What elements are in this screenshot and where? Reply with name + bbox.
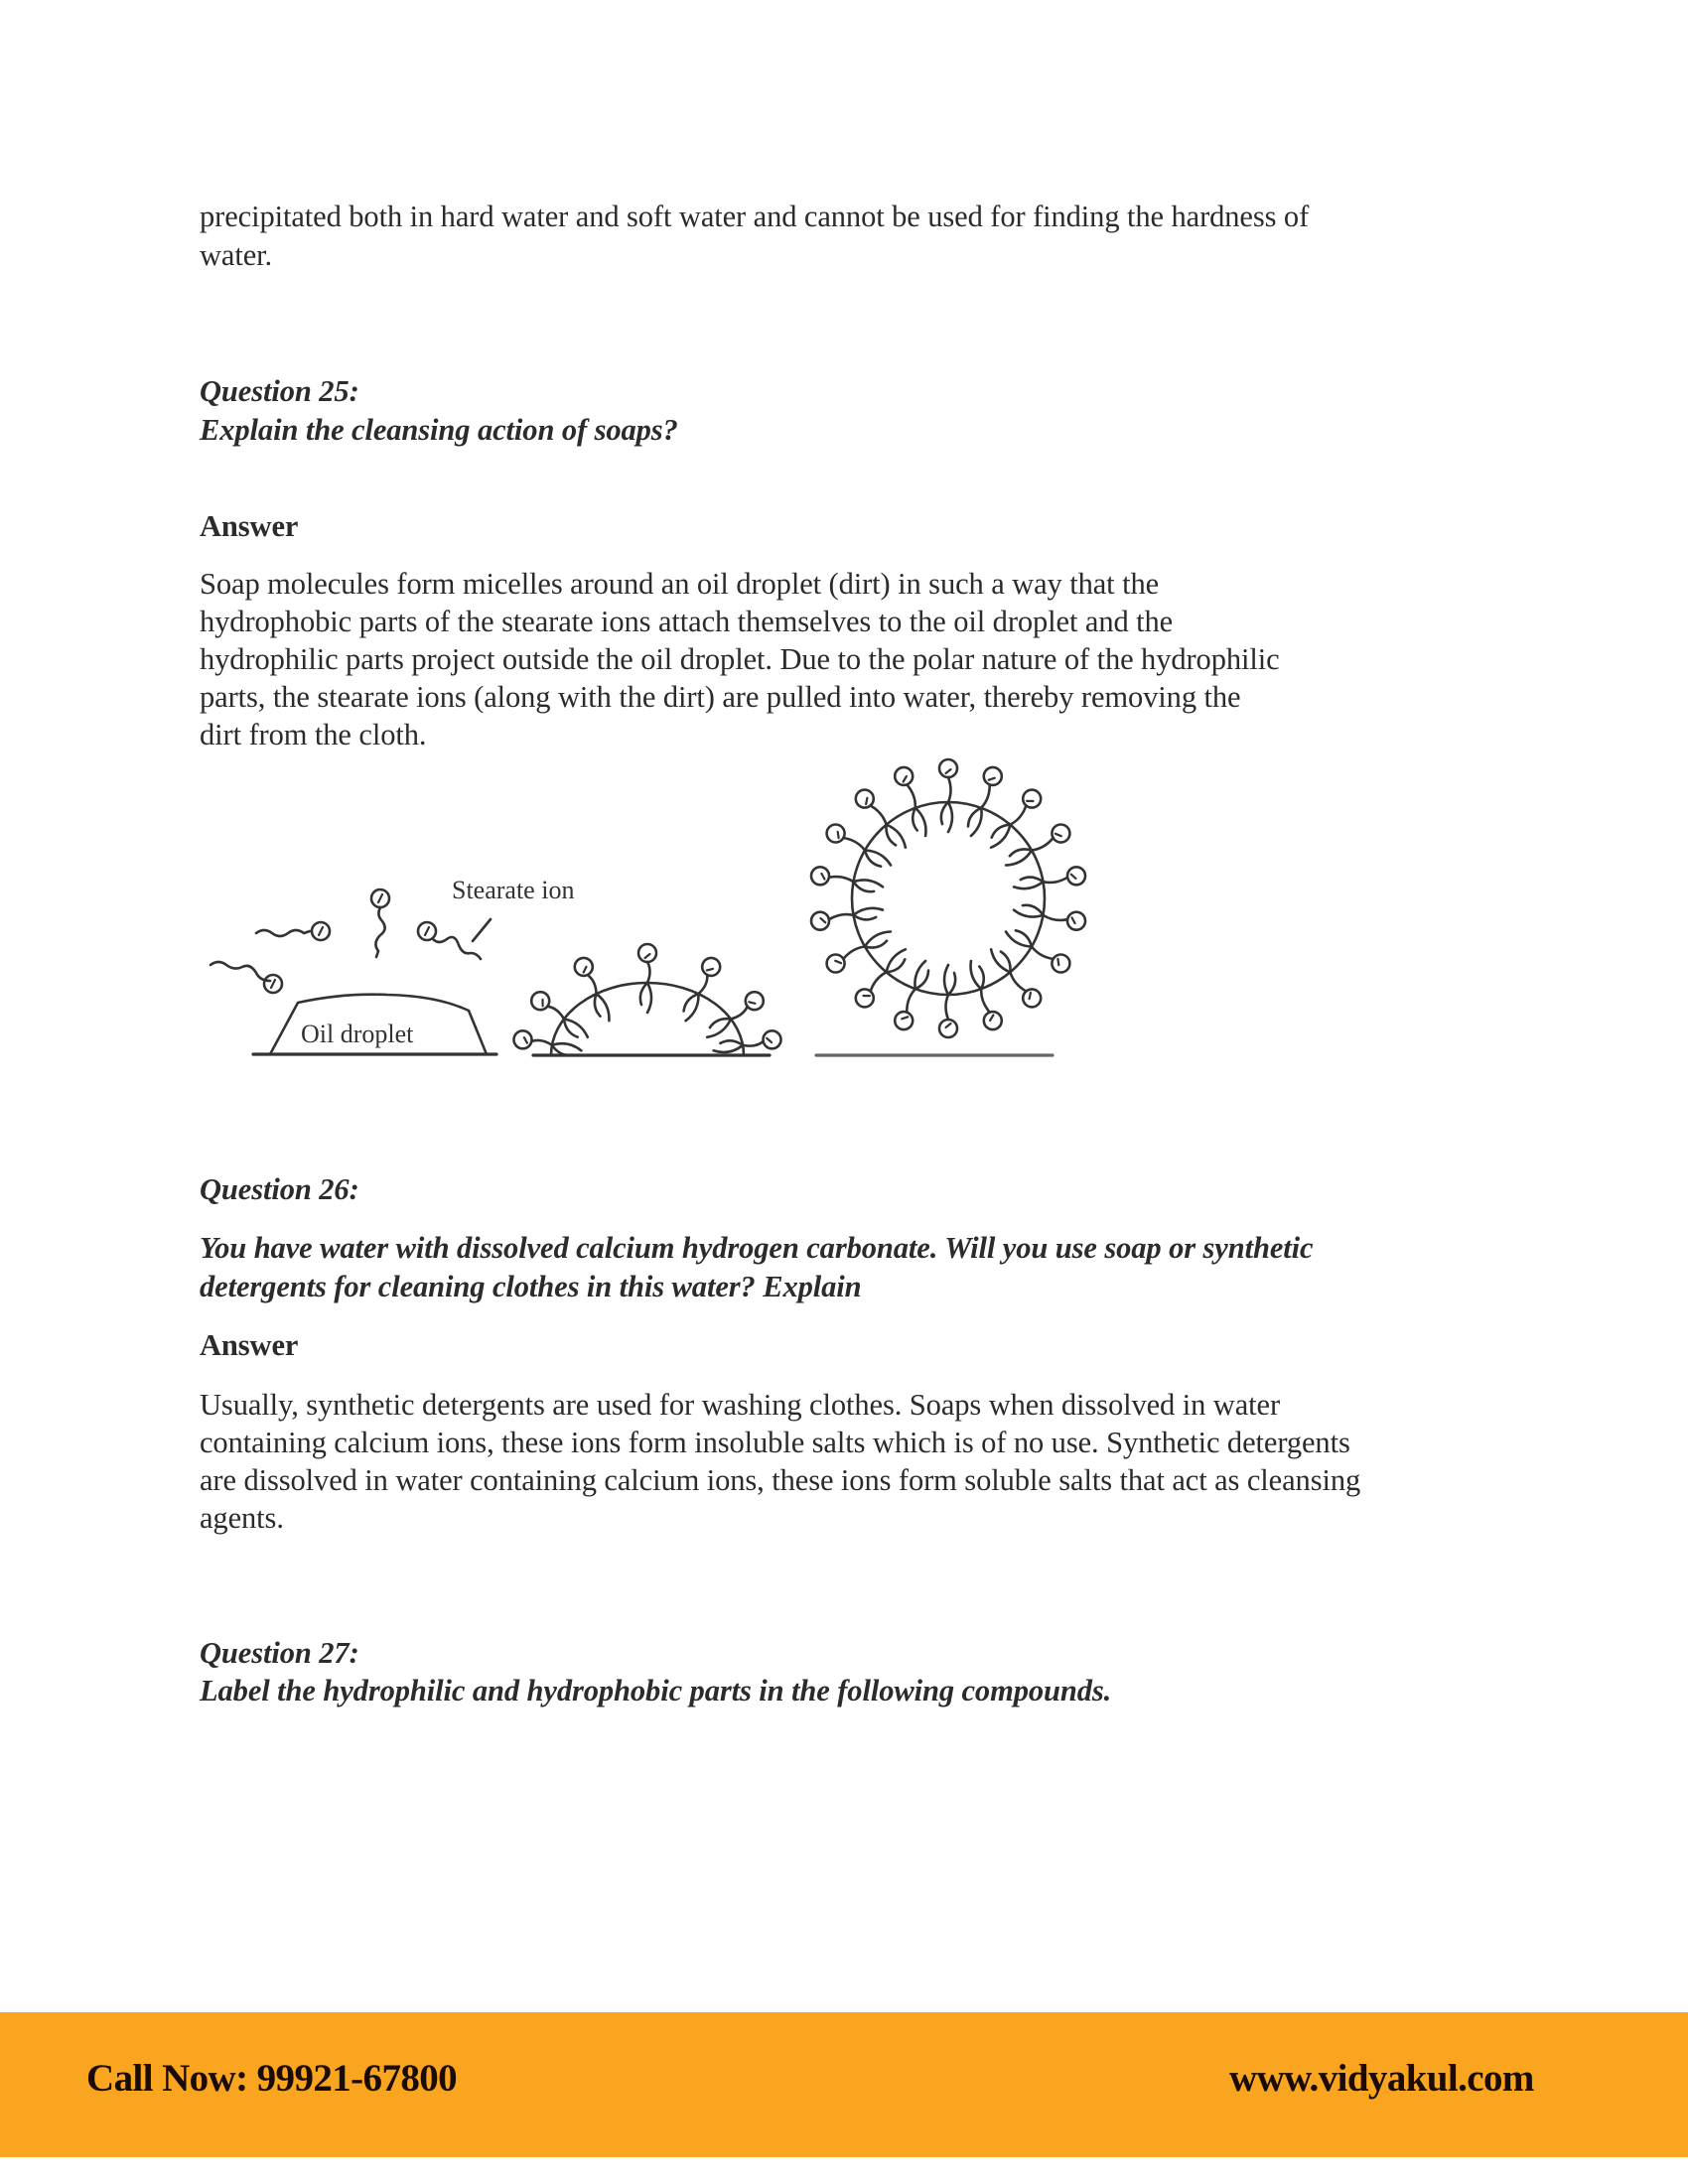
- ion-neck: [871, 972, 887, 991]
- negative-charge-icon: [821, 918, 826, 922]
- negative-charge-icon: [946, 769, 951, 773]
- full-micelle-figure: [811, 759, 1085, 1055]
- answer-25-label: Answer: [200, 509, 299, 543]
- hydrophobic-tail: [640, 983, 647, 1005]
- ion-neck: [1032, 947, 1054, 960]
- ion-head: [939, 1020, 957, 1037]
- hydrophobic-tail: [854, 915, 877, 920]
- ion-neck: [647, 962, 650, 983]
- ion-head: [984, 767, 1002, 785]
- hydrophobic-tail: [597, 994, 610, 1021]
- negative-charge-icon: [378, 894, 382, 902]
- ion-neck: [843, 838, 865, 851]
- negative-charge-icon: [425, 927, 429, 935]
- ion-head: [811, 912, 829, 930]
- hydrophobic-tail: [944, 965, 948, 995]
- negative-charge-icon: [271, 980, 275, 988]
- hydrophobic-tail: [948, 973, 955, 995]
- negative-charge-icon: [1072, 917, 1075, 923]
- negative-charge-icon: [1057, 959, 1058, 965]
- ion-neck: [1044, 915, 1068, 920]
- negative-charge-icon: [319, 927, 323, 935]
- ion-neck: [1010, 972, 1026, 991]
- ion-neck: [948, 777, 951, 802]
- continuation-line: precipitated both in hard water and soft water and cannot be used for finding the hardness of: [200, 200, 1310, 233]
- hydrophobic-tail: [865, 932, 891, 947]
- ion-head: [811, 867, 829, 885]
- answer-26-label: Answer: [200, 1328, 299, 1362]
- ion-neck: [547, 1007, 564, 1020]
- website-link[interactable]: www.vidyakul.com: [1229, 2057, 1534, 2100]
- negative-charge-icon: [902, 1017, 908, 1019]
- hydrophobic-tail: [941, 802, 948, 824]
- hydrophobic-tail: [1023, 905, 1044, 915]
- hydrophobic-tail: [915, 808, 926, 836]
- negative-charge-icon: [749, 1002, 755, 1004]
- question-25-text: Explain the cleansing action of soaps?: [200, 413, 678, 447]
- hydrophobic-tail: [720, 1040, 743, 1045]
- ion-neck: [588, 975, 597, 994]
- hydrophobic-tail: [971, 961, 982, 989]
- answer-25-line: Soap molecules form micelles around an oil droplet (dirt) in such a way that the: [200, 567, 1160, 601]
- negative-charge-icon: [835, 961, 841, 963]
- negative-charge-icon: [767, 1038, 772, 1042]
- hydrophobic-tail: [948, 802, 952, 832]
- ion-neck: [531, 1040, 552, 1045]
- question-26-text: detergents for cleaning clothes in this water? Explain: [200, 1270, 862, 1303]
- free-stearate-ions: [211, 889, 491, 993]
- negative-charge-icon: [989, 778, 995, 780]
- answer-26-line: containing calcium ions, these ions form insoluble salts which is of no use. Synthetic detergents: [200, 1426, 1350, 1459]
- ion-neck: [829, 914, 854, 919]
- question-25-heading: Question 25:: [200, 374, 359, 408]
- ion-head: [827, 825, 845, 843]
- ion-neck: [843, 947, 865, 960]
- ion-head: [514, 1030, 532, 1048]
- negative-charge-icon: [946, 1024, 951, 1027]
- hydrophobic-tail: [854, 882, 875, 891]
- half-micelle-figure: [514, 944, 781, 1055]
- ion-head: [702, 958, 720, 976]
- question-26-text: You have water with dissolved calcium hydrogen carbonate. Will you use soap or synthetic: [200, 1231, 1314, 1265]
- ion-head: [895, 1012, 913, 1029]
- negative-charge-icon: [821, 874, 824, 880]
- negative-charge-icon: [584, 967, 587, 973]
- ion-tail: [375, 907, 384, 957]
- ion-neck: [1044, 878, 1068, 883]
- hydrophobic-tail: [1014, 882, 1044, 888]
- ion-neck: [981, 784, 990, 807]
- question-27-heading: Question 27:: [200, 1636, 359, 1670]
- ion-tail: [256, 930, 310, 936]
- negative-charge-icon: [1071, 875, 1076, 879]
- hydrophobic-tail: [1006, 851, 1032, 866]
- ion-neck: [871, 806, 887, 825]
- negative-charge-icon: [1055, 834, 1061, 836]
- ion-neck: [907, 784, 915, 807]
- droplet-arc: [551, 983, 744, 1055]
- ion-neck: [698, 975, 707, 994]
- ion-neck: [981, 989, 990, 1012]
- call-now-phone[interactable]: Call Now: 99921-67800: [86, 2057, 458, 2100]
- ion-head: [764, 1030, 781, 1048]
- hydrophobic-tail: [854, 908, 884, 915]
- hydrophobic-tail: [913, 808, 916, 831]
- negative-charge-icon: [1030, 993, 1031, 999]
- negative-charge-icon: [645, 954, 650, 958]
- oil-droplet-label: Oil droplet: [301, 1020, 414, 1048]
- ion-neck: [829, 877, 854, 882]
- negative-charge-icon: [838, 832, 839, 838]
- footer-banner: [0, 2012, 1688, 2157]
- ion-neck: [731, 1007, 748, 1020]
- ion-neck: [1010, 806, 1026, 825]
- hydrophobic-tail: [979, 967, 983, 990]
- ion-head: [939, 759, 957, 777]
- ion-neck: [743, 1041, 764, 1046]
- answer-25-line: parts, the stearate ions (along with the dirt) are pulled into water, thereby removing the: [200, 680, 1241, 714]
- answer-25-line: dirt from the cloth.: [200, 718, 427, 751]
- ion-head: [1052, 955, 1069, 973]
- micelle-diagram: [189, 745, 1142, 1082]
- answer-26-line: agents.: [200, 1501, 284, 1535]
- ion-neck: [946, 995, 949, 1020]
- hydrophobic-tail: [714, 1045, 744, 1052]
- negative-charge-icon: [524, 1037, 527, 1043]
- negative-charge-icon: [990, 1016, 993, 1022]
- hydrophobic-tail: [1021, 878, 1044, 883]
- ion-head: [1067, 912, 1085, 930]
- hydrophobic-tail: [647, 983, 651, 1013]
- negative-charge-icon: [707, 969, 713, 971]
- answer-26-line: Usually, synthetic detergents are used for washing clothes. Soaps when dissolved in water: [200, 1388, 1281, 1422]
- question-26-heading: Question 26:: [200, 1172, 359, 1206]
- ion-head: [1067, 867, 1085, 885]
- label-pointer: [473, 919, 491, 941]
- answer-25-line: hydrophilic parts project outside the oil droplet. Due to the polar nature of the hydrophilic: [200, 642, 1280, 676]
- continuation-line: water.: [200, 238, 273, 272]
- ion-tail: [211, 962, 270, 981]
- ion-head: [638, 944, 656, 962]
- negative-charge-icon: [866, 798, 867, 804]
- answer-25-line: hydrophobic parts of the stearate ions attach themselves to the oil droplet and the: [200, 605, 1174, 638]
- answer-26-line: are dissolved in water containing calcium ions, these ions form soluble salts that act as cleansing: [200, 1463, 1361, 1497]
- stearate-ion-label: Stearate ion: [452, 876, 575, 904]
- ion-neck: [1032, 838, 1054, 851]
- ion-neck: [907, 989, 915, 1012]
- question-27-text: Label the hydrophilic and hydrophobic parts in the following compounds.: [200, 1674, 1112, 1707]
- negative-charge-icon: [904, 776, 907, 782]
